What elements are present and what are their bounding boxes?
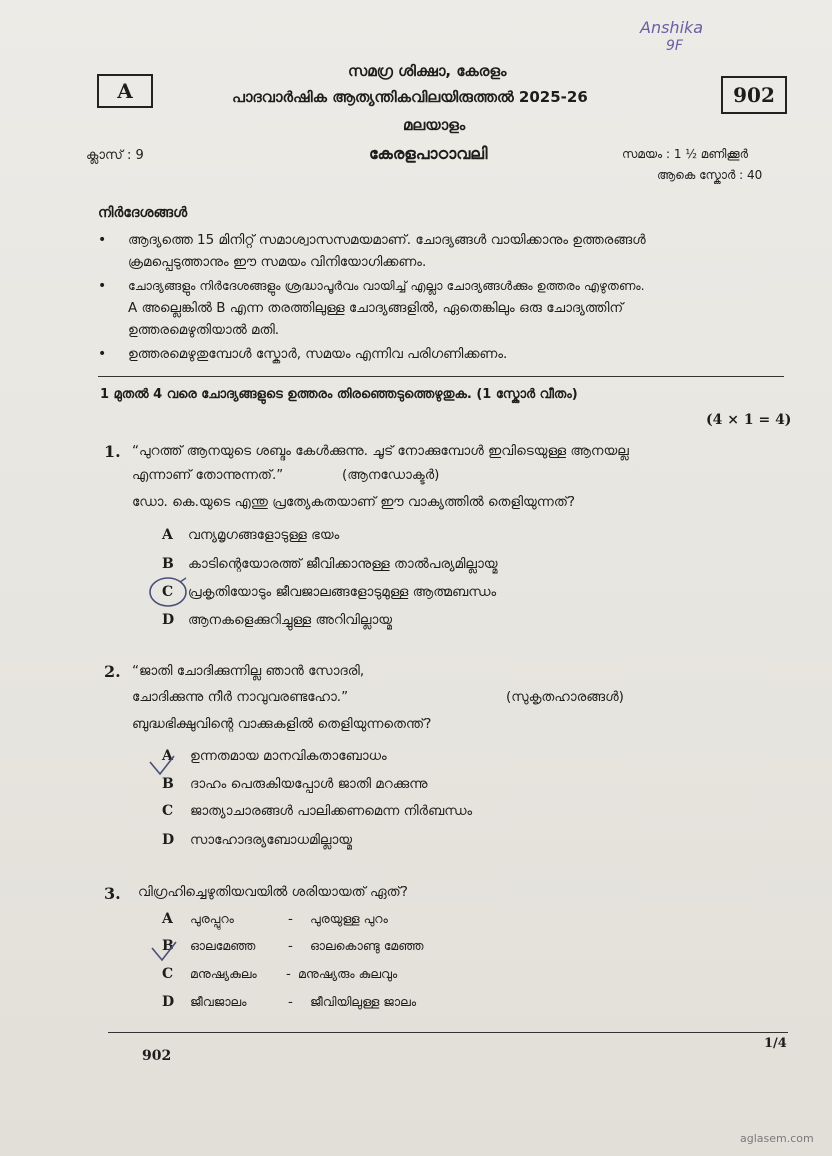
subject-title: മലയാളം (403, 116, 466, 134)
handwritten-class: 9F (666, 38, 683, 54)
total-score-label: ആകെ സ്കോർ : 40 (657, 168, 763, 182)
question-prompt: ഡോ. കെ.യുടെ എന്തു പ്രത്യേകതയാണ് ഈ വാക്യത്തിൽ തെളിയുന്നത്? (132, 494, 576, 510)
question-text: “ജാതി ചോദിക്കുന്നില്ല ഞാൻ സോദരി, (132, 663, 365, 679)
option-term: ഓലമേഞ്ഞ (190, 938, 256, 953)
question-prompt: വിഗ്രഹിച്ചെഴുതിയവയിൽ ശരിയായത് ഏത്? (138, 884, 408, 900)
option-term: ജീവജാലം (190, 994, 247, 1009)
instruction-line: ചോദ്യങ്ങളും നിർദേശങ്ങളും ശ്രദ്ധാപൂർവം വായിച്ച് എല്ലാ ചോദ്യങ്ങൾക്കും ഉത്തരം എഴുതണം. (128, 278, 645, 293)
option-letter: A (162, 748, 173, 764)
answer-tick-mark (148, 754, 178, 776)
option-text: കാടിന്റെയോരത്ത് ജീവിക്കാനുള്ള താൽപര്യമില്ലായ്മ (188, 556, 498, 572)
instruction-line: ആദ്യത്തെ 15 മിനിറ്റ് സമാശ്വാസസമയമാണ്. ചോദ്യങ്ങൾ വായിക്കാനും ഉത്തരങ്ങൾ (128, 232, 646, 248)
option-text: വന്യമൃഗങ്ങളോടുള്ള ഭയം (188, 527, 340, 543)
question-number: 1. (104, 442, 121, 461)
option-letter: A (162, 527, 173, 543)
class-label: ക്ലാസ് : 9 (86, 148, 144, 163)
page-number: 1/4 (764, 1036, 787, 1051)
option-term: മനുഷ്യകുലം (190, 966, 257, 981)
option-text: ആനകളെക്കുറിച്ചുള്ള അറിവില്ലായ്മ (188, 612, 393, 628)
org-title: സമഗ്ര ശിക്ഷാ, കേരളം (348, 62, 507, 80)
question-source: (സുകൃതഹാരങ്ങൾ) (506, 689, 624, 705)
option-dash: - (288, 994, 293, 1010)
instruction-line: ഉത്തരമെഴുതുമ്പോൾ സ്കോർ, സമയം എന്നിവ പരിഗണിക്കണം. (128, 346, 508, 362)
question-text: “പുറത്ത് ആനയുടെ ശബ്ദം കേൾക്കുന്നു. ചൂട് നോക്കുമ്പോൾ ഇവിടെയുള്ള ആനയല്ല (132, 443, 629, 459)
option-letter: B (162, 556, 174, 572)
option-letter: D (162, 612, 175, 628)
option-dash: - (288, 938, 293, 954)
instruction-line: A അല്ലെങ്കിൽ B എന്ന തരത്തിലുള്ള ചോദ്യങ്ങളിൽ, ഏതെങ്കിലും ഒരു ചോദ്യത്തിന് (128, 300, 624, 316)
question-number: 2. (104, 662, 121, 681)
option-text: ദാഹം പെരുകിയപ്പോൾ ജാതി മറക്കുന്നു (190, 776, 428, 792)
instruction-line: ഉത്തരമെഴുതിയാൽ മതി. (128, 322, 280, 338)
answer-tick-mark (150, 940, 180, 964)
option-dash: - (288, 911, 293, 927)
question-source: (ആനഡോക്ടർ) (342, 467, 440, 483)
question-text: ചോദിക്കുന്നു നീർ നാവുവരണ്ടഹോ.” (132, 689, 349, 705)
instructions-title: നിർദേശങ്ങൾ (98, 205, 188, 221)
option-text: ജാത്യാചാരങ്ങൾ പാലിക്കണമെന്ന നിർബന്ധം (190, 803, 473, 819)
bullet-icon: • (98, 346, 107, 362)
question-text: എന്നാണ് തോന്നുന്നത്.” (132, 467, 284, 483)
divider (98, 376, 784, 377)
paper-code-box: 902 (721, 76, 787, 114)
option-meaning: പുരയുള്ള പുറം (310, 911, 388, 926)
exam-title: പാദവാർഷിക ആത്യന്തികവിലയിരുത്തൽ 2025-26 (232, 88, 588, 106)
watermark: aglasem.com (740, 1132, 814, 1145)
option-term: പുരപ്പുറം (190, 911, 234, 926)
option-letter: C (162, 584, 174, 600)
question-number: 3. (104, 884, 121, 903)
option-letter: D (162, 994, 175, 1010)
footer-divider (108, 1032, 788, 1033)
option-letter: B (162, 938, 174, 954)
section-title: 1 മുതൽ 4 വരെ ചോദ്യങ്ങളുടെ ഉത്തരം തിരഞ്ഞെടുത്തെഴുതുക. (1 സ്കോർ വീതം) (100, 387, 578, 402)
option-dash: - (286, 966, 291, 982)
option-meaning: ഓലകൊണ്ടു മേഞ്ഞ (310, 938, 424, 953)
option-letter: C (162, 803, 174, 819)
option-meaning: ജീവിയിലുള്ള ജാലം (310, 994, 417, 1009)
handwritten-name: Anshika (640, 18, 704, 37)
section-marks: (4 × 1 = 4) (706, 412, 792, 428)
question-prompt: ബുദ്ധഭിക്ഷുവിന്റെ വാക്കുകളിൽ തെളിയുന്നതെന്ത്? (132, 716, 432, 732)
option-text: ഉന്നതമായ മാനവികതാബോധം (190, 748, 387, 764)
option-letter: A (162, 911, 173, 927)
set-code-box: A (97, 74, 153, 108)
option-letter: D (162, 832, 175, 848)
time-label: സമയം : 1 ½ മണിക്കൂർ (622, 147, 748, 161)
instruction-line: ക്രമപ്പെടുത്താനും ഈ സമയം വിനിയോഗിക്കണം. (128, 254, 427, 270)
option-meaning: മനുഷ്യരും കുലവും (298, 966, 398, 981)
option-letter: B (162, 776, 174, 792)
bullet-icon: • (98, 278, 107, 294)
option-letter: C (162, 966, 174, 982)
book-title: കേരളപാഠാവലി (369, 144, 488, 163)
bullet-icon: • (98, 232, 107, 248)
answer-circle-mark (146, 574, 190, 610)
footer-code: 902 (142, 1048, 172, 1064)
option-text: സാഹോദര്യബോധമില്ലായ്മ (190, 832, 353, 848)
option-text: പ്രകൃതിയോടും ജീവജാലങ്ങളോടുമുള്ള ആത്മബന്ധം (188, 584, 497, 600)
